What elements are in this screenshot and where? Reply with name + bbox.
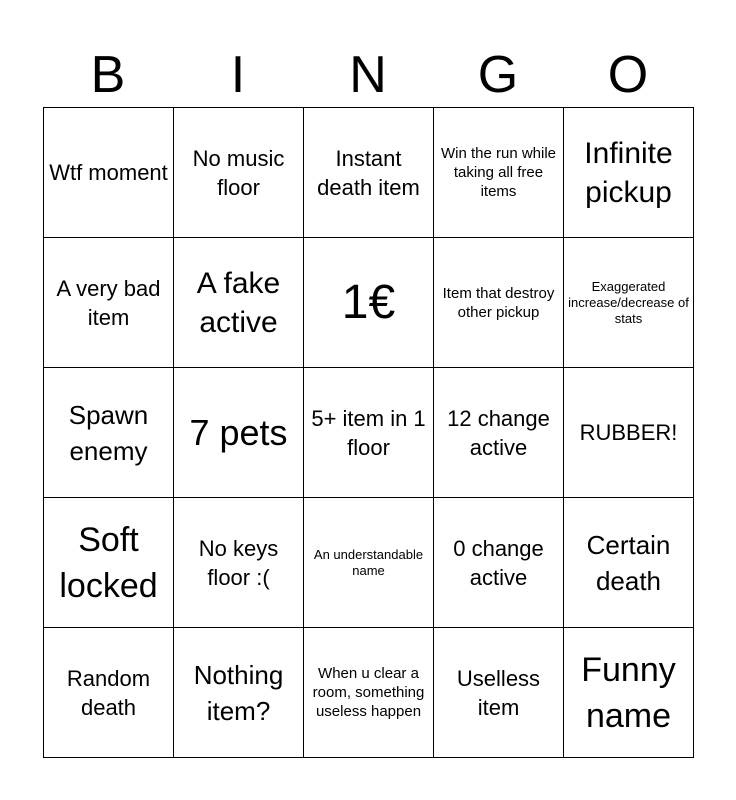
board-row <box>44 238 694 368</box>
bingo-cell: 12 change active <box>434 368 564 498</box>
bingo-cell: Random death <box>44 628 174 758</box>
bingo-cell: 0 change active <box>434 498 564 628</box>
bingo-cell: An understandable name <box>304 498 434 628</box>
bingo-header <box>43 40 693 110</box>
bingo-cell: Soft locked <box>44 498 174 628</box>
bingo-cell: Exaggerated increase/decrease of stats <box>564 238 694 368</box>
board-row <box>44 108 694 238</box>
bingo-cell: Item that destroy other pickup <box>434 238 564 368</box>
bingo-cell: When u clear a room, something useless happen <box>304 628 434 758</box>
bingo-cell: 5+ item in 1 floor <box>304 368 434 498</box>
bingo-cell: A fake active <box>174 238 304 368</box>
board-row <box>44 498 694 628</box>
bingo-cell: A very bad item <box>44 238 174 368</box>
bingo-cell: Spawn enemy <box>44 368 174 498</box>
bingo-cell: Funny name <box>564 628 694 758</box>
bingo-cell: Wtf moment <box>44 108 174 238</box>
bingo-cell: No music floor <box>174 108 304 238</box>
bingo-cell: 7 pets <box>174 368 304 498</box>
free-space-cell: 1€ <box>304 238 434 368</box>
header-letter-i: I <box>230 46 246 104</box>
bingo-cell: Nothing item? <box>174 628 304 758</box>
bingo-cell: Infinite pickup <box>564 108 694 238</box>
bingo-cell: No keys floor :( <box>174 498 304 628</box>
bingo-cell: Uselless item <box>434 628 564 758</box>
bingo-board <box>43 107 694 758</box>
bingo-cell: Certain death <box>564 498 694 628</box>
board-row <box>44 368 694 498</box>
header-letter-o: O <box>607 46 649 104</box>
board-row <box>44 628 694 758</box>
bingo-cell: Instant death item <box>304 108 434 238</box>
header-letter-b: B <box>90 46 126 104</box>
header-letter-n: N <box>349 46 387 104</box>
bingo-cell: RUBBER! <box>564 368 694 498</box>
bingo-cell: Win the run while taking all free items <box>434 108 564 238</box>
header-letter-g: G <box>477 46 519 104</box>
